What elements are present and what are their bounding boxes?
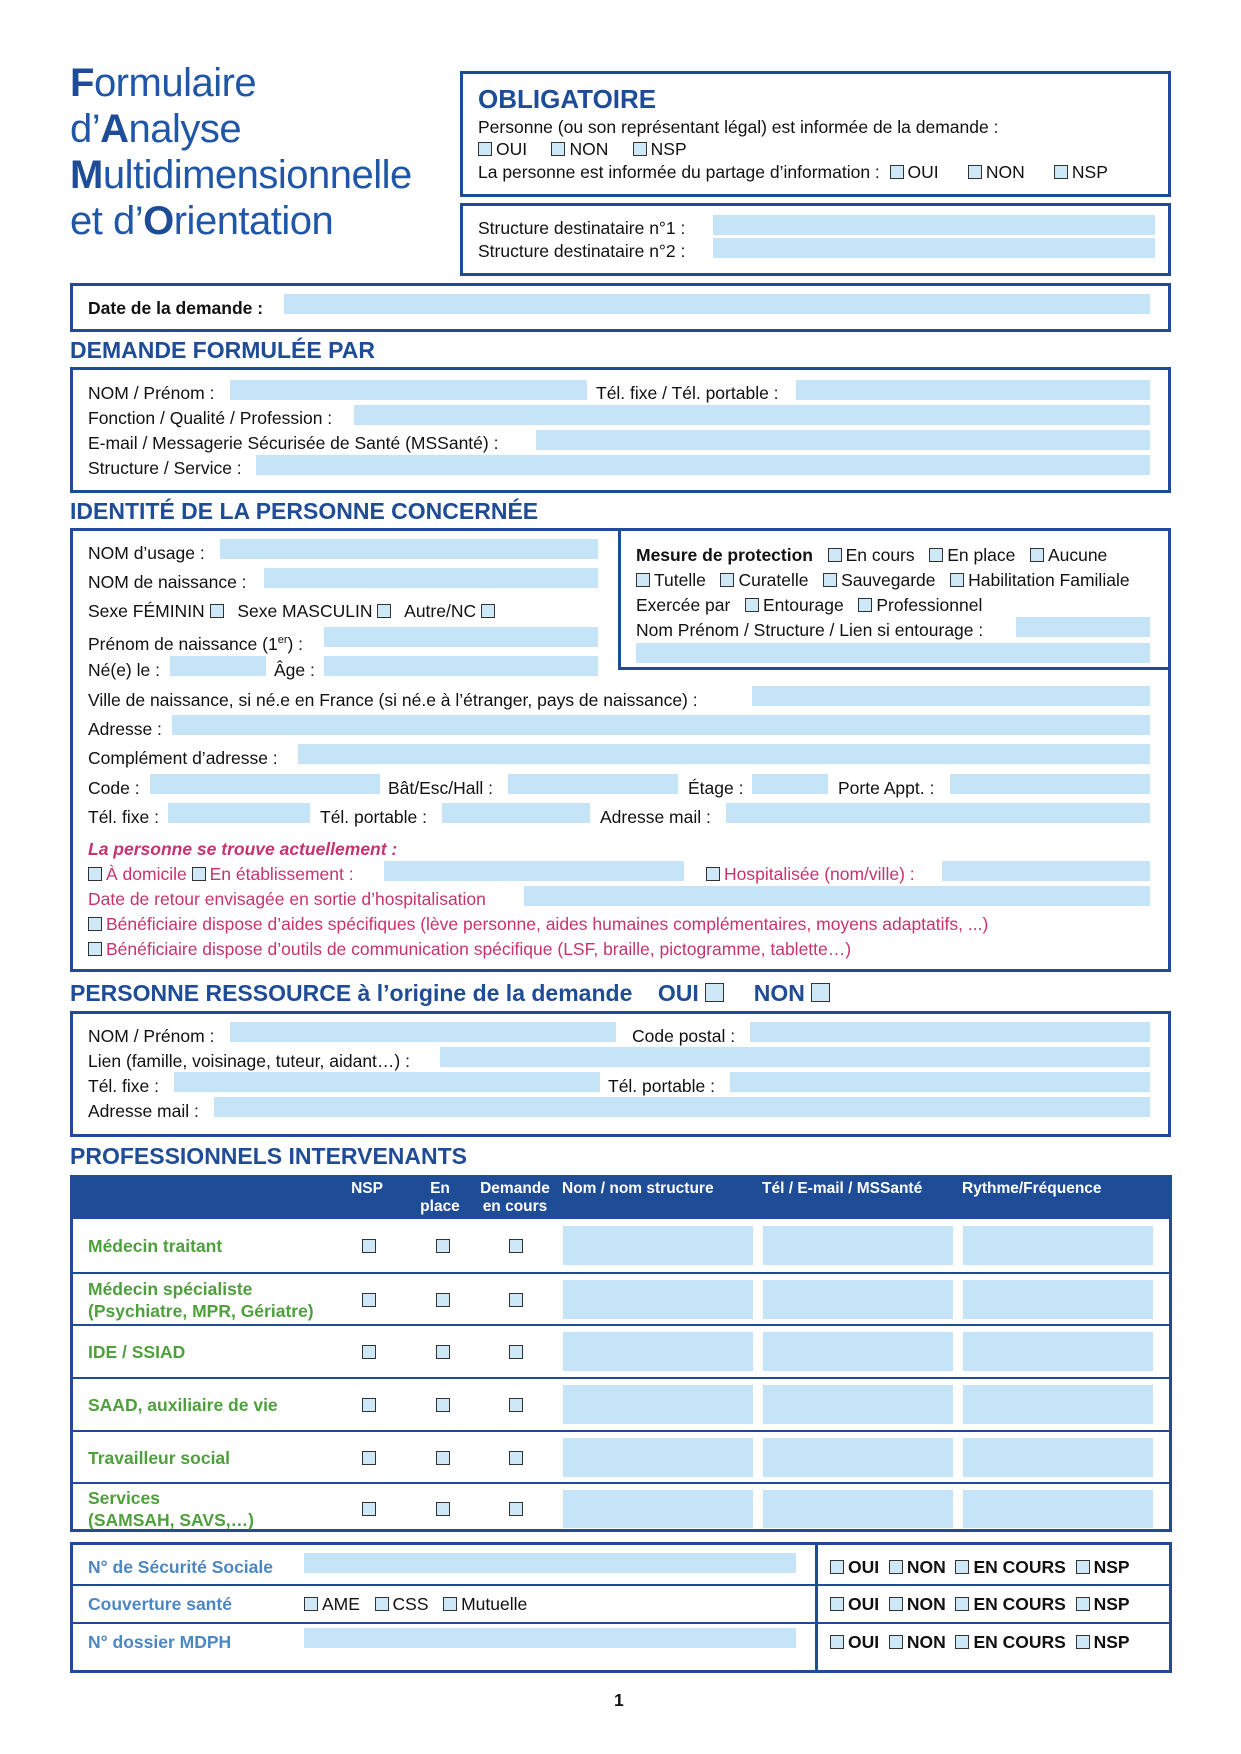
tel-fixe-label: Tél. fixe : [88, 807, 159, 827]
page-number: 1 [614, 1690, 624, 1710]
bottom-row-line [70, 1622, 1172, 1624]
col-nom: Nom / nom structure [562, 1180, 714, 1197]
hospitalisee-field[interactable] [942, 861, 1150, 881]
domicile-option: À domicile En établissement : [88, 864, 354, 884]
ressource-non-checkbox[interactable] [811, 983, 830, 1002]
porte-label: Porte Appt. : [838, 778, 935, 798]
complement-field[interactable] [298, 744, 1150, 764]
nom-structure-cell[interactable] [563, 1332, 753, 1371]
nom-structure-cell[interactable] [563, 1226, 753, 1265]
ressource-cp-field[interactable] [750, 1022, 1150, 1042]
table-row-label: SAAD, auxiliaire de vie [88, 1394, 278, 1415]
bat-label: Bât/Esc/Hall : [388, 778, 494, 798]
nom-structure-cell[interactable] [563, 1490, 753, 1528]
aucune-checkbox[interactable] [1030, 548, 1044, 562]
tel-fixe-field[interactable] [168, 803, 310, 823]
couverture-options: AME CSS Mutuelle [304, 1594, 527, 1614]
date-field[interactable] [284, 294, 1150, 314]
nsp-checkbox[interactable] [362, 1451, 376, 1465]
ressource-nom-field[interactable] [230, 1022, 616, 1042]
ressource-mail-field[interactable] [214, 1097, 1150, 1117]
date-label: Date de la demande : [88, 298, 264, 318]
adresse-label: Adresse : [88, 719, 162, 739]
en-place-checkbox[interactable] [436, 1451, 450, 1465]
demande-tel-label: Tél. fixe / Tél. portable : [596, 383, 779, 403]
autre-checkbox[interactable] [481, 604, 495, 618]
demande-email-field[interactable] [536, 430, 1150, 450]
adresse-field[interactable] [172, 715, 1150, 735]
informed-question: Personne (ou son représentant légal) est informée de la demande : [478, 117, 999, 137]
table-row-line [70, 1324, 1172, 1326]
en-place-checkbox[interactable] [436, 1239, 450, 1253]
sexe-row: Sexe FÉMININ Sexe MASCULIN Autre/NC [88, 601, 499, 621]
css-checkbox[interactable] [375, 1597, 389, 1611]
nsp-checkbox[interactable] [362, 1345, 376, 1359]
col-nsp: NSP [351, 1180, 383, 1197]
demande-fonction-field[interactable] [354, 405, 1150, 425]
situation-label: La personne se trouve actuellement : [88, 839, 398, 859]
age-field[interactable] [324, 656, 598, 676]
demande-checkbox[interactable] [509, 1239, 523, 1253]
status-options: OUI NON EN COURS NSP [830, 1594, 1130, 1614]
hospitalisee-checkbox[interactable] [706, 867, 720, 881]
en-place-checkbox[interactable] [436, 1398, 450, 1412]
aides-option: Bénéficiaire dispose d’aides spécifiques (lève personne, aides humaines complémentaires, moyens adaptatifs, ...) [88, 914, 988, 934]
nsp-checkbox[interactable] [1054, 165, 1068, 179]
demande-nom-field[interactable] [230, 380, 587, 400]
ressource-oui-checkbox[interactable] [705, 983, 724, 1002]
porte-field[interactable] [950, 774, 1150, 794]
table-row-line [70, 1272, 1172, 1274]
non-checkbox[interactable] [551, 142, 565, 156]
ne-le-label: Né(e) le : [88, 660, 160, 680]
secu-field[interactable] [304, 1553, 796, 1573]
sharing-question: La personne est informée du partage d’information : OUI NON NSP [478, 162, 1108, 182]
protection-nom-field-2[interactable] [636, 643, 1150, 663]
retour-field[interactable] [524, 886, 1150, 906]
demande-checkbox[interactable] [509, 1293, 523, 1307]
sauvegarde-checkbox[interactable] [823, 573, 837, 587]
nom-usage-label: NOM d’usage : [88, 543, 205, 563]
tel-portable-label: Tél. portable : [320, 807, 427, 827]
bottom-divider [815, 1542, 818, 1673]
tel-email-cell[interactable] [763, 1438, 953, 1477]
nsp-checkbox[interactable] [362, 1398, 376, 1412]
ressource-lien-field[interactable] [440, 1047, 1150, 1067]
outils-checkbox[interactable] [88, 942, 102, 956]
nom-structure-cell[interactable] [563, 1280, 753, 1319]
nom-naissance-label: NOM de naissance : [88, 572, 247, 592]
code-label: Code : [88, 778, 140, 798]
tel-email-cell[interactable] [763, 1280, 953, 1319]
rythme-cell[interactable] [963, 1385, 1153, 1424]
structure-2-field[interactable] [713, 238, 1155, 258]
protection-nom-field[interactable] [1016, 617, 1150, 637]
tel-email-cell[interactable] [763, 1332, 953, 1371]
structure-1-label: Structure destinataire n°1 : [478, 218, 686, 238]
habilitation-checkbox[interactable] [950, 573, 964, 587]
nsp-checkbox[interactable] [1076, 1560, 1090, 1574]
sexe-m-checkbox[interactable] [377, 604, 391, 618]
etage-field[interactable] [752, 774, 828, 794]
obligatoire-heading: OBLIGATOIRE [478, 84, 657, 114]
rythme-cell[interactable] [963, 1226, 1153, 1265]
domicile-checkbox[interactable] [88, 867, 102, 881]
sexe-f-checkbox[interactable] [210, 604, 224, 618]
ressource-tel-fixe-field[interactable] [174, 1072, 600, 1092]
age-label: Âge : [274, 660, 315, 680]
en-place-checkbox[interactable] [929, 548, 943, 562]
non-checkbox[interactable] [968, 165, 982, 179]
en-place-checkbox[interactable] [436, 1502, 450, 1516]
col-tel: Tél / E-mail / MSSanté [762, 1180, 923, 1197]
mail-label: Adresse mail : [600, 807, 711, 827]
table-row-label: Travailleur social [88, 1447, 231, 1468]
tel-email-cell[interactable] [763, 1490, 953, 1528]
etage-label: Étage : [688, 778, 744, 798]
en-cours-checkbox[interactable] [828, 548, 842, 562]
nsp-checkbox[interactable] [362, 1293, 376, 1307]
en-cours-checkbox[interactable] [955, 1597, 969, 1611]
rythme-cell[interactable] [963, 1438, 1153, 1477]
ame-checkbox[interactable] [304, 1597, 318, 1611]
hospitalisee-option: Hospitalisée (nom/ville) : [706, 864, 915, 884]
table-row-label: Médecin spécialiste (Psychiatre, MPR, Gériatre) [88, 1278, 314, 1321]
protection-row-2: Tutelle Curatelle Sauvegarde Habilitation Familiale [636, 570, 1130, 590]
non-checkbox[interactable] [889, 1635, 903, 1649]
demande-checkbox[interactable] [509, 1398, 523, 1412]
nsp-checkbox[interactable] [633, 142, 647, 156]
mdph-field[interactable] [304, 1628, 796, 1648]
professionnels-heading: PROFESSIONNELS INTERVENANTS [70, 1143, 468, 1169]
demande-nom-label: NOM / Prénom : [88, 383, 215, 403]
demande-checkbox[interactable] [509, 1502, 523, 1516]
tel-email-cell[interactable] [763, 1385, 953, 1424]
demande-fonction-label: Fonction / Qualité / Profession : [88, 408, 333, 428]
structure-1-field[interactable] [713, 215, 1155, 235]
oui-checkbox[interactable] [890, 165, 904, 179]
demande-heading: DEMANDE FORMULÉE PAR [70, 337, 375, 363]
ressource-tel-port-label: Tél. portable : [608, 1076, 715, 1096]
oui-checkbox[interactable] [830, 1560, 844, 1574]
protection-row-3: Exercée par Entourage Professionnel [636, 595, 983, 615]
bottom-row-line [70, 1584, 1172, 1586]
ville-field[interactable] [752, 686, 1150, 706]
non-checkbox[interactable] [889, 1597, 903, 1611]
mdph-label: N° dossier MDPH [88, 1632, 232, 1652]
table-row-label: Médecin traitant [88, 1235, 223, 1256]
couverture-label: Couverture santé [88, 1594, 232, 1614]
rythme-cell[interactable] [963, 1490, 1153, 1528]
protection-row-1: Mesure de protection En cours En place Aucune [636, 545, 1108, 565]
etablissement-checkbox[interactable] [192, 867, 206, 881]
table-row-line [70, 1430, 1172, 1432]
non-checkbox[interactable] [889, 1560, 903, 1574]
outils-option: Bénéficiaire dispose d’outils de communication spécifique (LSF, braille, pictogramme, tablette…) [88, 939, 851, 959]
en-cours-checkbox[interactable] [955, 1635, 969, 1649]
tel-portable-field[interactable] [442, 803, 590, 823]
oui-checkbox[interactable] [830, 1635, 844, 1649]
mail-field[interactable] [726, 803, 1150, 823]
professionnel-checkbox[interactable] [858, 598, 872, 612]
retour-label: Date de retour envisagée en sortie d’hospitalisation [88, 889, 486, 909]
prenom-field[interactable] [324, 627, 598, 647]
ressource-mail-label: Adresse mail : [88, 1101, 199, 1121]
informed-options: OUI NON NSP [478, 139, 687, 159]
nom-naissance-field[interactable] [264, 568, 598, 588]
form-title: Formulaire d’Analyse Multidimensionnelle et d’Orientation [70, 61, 412, 243]
table-row-line [70, 1482, 1172, 1484]
nsp-checkbox[interactable] [362, 1502, 376, 1516]
tel-email-cell[interactable] [763, 1226, 953, 1265]
nom-structure-cell[interactable] [563, 1385, 753, 1424]
mutuelle-checkbox[interactable] [443, 1597, 457, 1611]
demande-checkbox[interactable] [509, 1451, 523, 1465]
ressource-lien-label: Lien (famille, voisinage, tuteur, aidant…) : [88, 1051, 410, 1071]
col-rythme: Rythme/Fréquence [962, 1180, 1102, 1197]
col-demande: Demande en cours [480, 1180, 550, 1215]
code-field[interactable] [150, 774, 380, 794]
demande-structure-field[interactable] [256, 455, 1150, 475]
identite-heading: IDENTITÉ DE LA PERSONNE CONCERNÉE [70, 498, 539, 524]
protection-nom-label: Nom Prénom / Structure / Lien si entourage : [636, 620, 984, 640]
oui-checkbox[interactable] [478, 142, 492, 156]
table-row-line [70, 1377, 1172, 1379]
nsp-checkbox[interactable] [362, 1239, 376, 1253]
demande-email-label: E-mail / Messagerie Sécurisée de Santé (MSSanté) : [88, 433, 499, 453]
curatelle-checkbox[interactable] [720, 573, 734, 587]
ressource-tel-port-field[interactable] [730, 1072, 1150, 1092]
en-cours-checkbox[interactable] [955, 1560, 969, 1574]
nom-usage-field[interactable] [220, 539, 598, 559]
complement-label: Complément d’adresse : [88, 748, 278, 768]
structure-2-label: Structure destinataire n°2 : [478, 241, 686, 261]
etablissement-field[interactable] [384, 861, 684, 881]
entourage-checkbox[interactable] [745, 598, 759, 612]
ressource-nom-label: NOM / Prénom : [88, 1026, 215, 1046]
status-options: OUI NON EN COURS NSP [830, 1632, 1130, 1652]
status-options: OUI NON EN COURS NSP [830, 1557, 1130, 1577]
bat-field[interactable] [508, 774, 678, 794]
aides-checkbox[interactable] [88, 917, 102, 931]
nom-structure-cell[interactable] [563, 1438, 753, 1477]
nsp-checkbox[interactable] [1076, 1635, 1090, 1649]
demande-checkbox[interactable] [509, 1345, 523, 1359]
nsp-checkbox[interactable] [1076, 1597, 1090, 1611]
ressource-heading: PERSONNE RESSOURCE à l’origine de la demande OUI NON [70, 980, 834, 1007]
ne-le-field[interactable] [170, 656, 266, 676]
demande-tel-field[interactable] [796, 380, 1150, 400]
col-en-place: En place [420, 1180, 460, 1215]
prenom-label: Prénom de naissance (1er) : [88, 633, 304, 654]
en-place-checkbox[interactable] [436, 1345, 450, 1359]
table-row-label: IDE / SSIAD [88, 1341, 186, 1362]
rythme-cell[interactable] [963, 1280, 1153, 1319]
oui-checkbox[interactable] [830, 1597, 844, 1611]
en-place-checkbox[interactable] [436, 1293, 450, 1307]
ressource-tel-fixe-label: Tél. fixe : [88, 1076, 159, 1096]
table-row-label: Services (SAMSAH, SAVS,…) [88, 1488, 254, 1530]
tutelle-checkbox[interactable] [636, 573, 650, 587]
rythme-cell[interactable] [963, 1332, 1153, 1371]
secu-label: N° de Sécurité Sociale [88, 1557, 273, 1577]
ville-label: Ville de naissance, si né.e en France (si né.e à l’étranger, pays de naissance) : [88, 690, 698, 710]
ressource-cp-label: Code postal : [632, 1026, 736, 1046]
demande-structure-label: Structure / Service : [88, 458, 242, 478]
